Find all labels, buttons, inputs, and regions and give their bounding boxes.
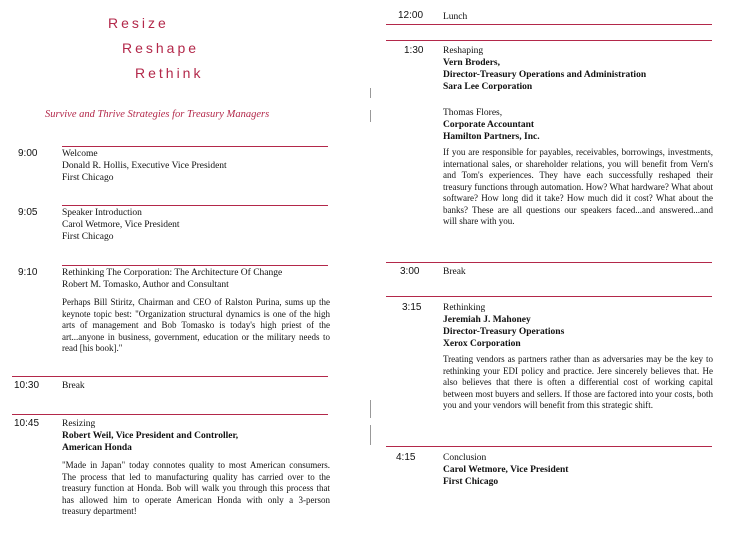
speaker-line: Carol Wetmore, Vice President [62,220,180,230]
agenda-time: 12:00 [398,10,424,21]
title-line-3: Rethink [135,65,204,81]
divider [386,40,712,41]
speaker-line: Thomas Flores, [443,108,503,118]
session-description: Perhaps Bill Stiritz, Chairman and CEO of Ralston Purina, sums up the keynote topic best: "Organization structural dynamics is one of the high arts of management and Bob Tomasko is today's high priest of the art...anyone in business, government, education or the military needs to read [his book]." [62,297,330,353]
speaker-line: First Chicago [62,173,114,183]
speaker-line: Robert M. Tomasko, Author and Consultant [62,280,229,290]
session-title: Reshaping [443,46,484,56]
divider [386,262,712,263]
session-description: Treating vendors as partners rather than as adversaries may be the key to rethinking your EDI policy and practice. Jere sincerely believes that. He also believes that there is often a differential cost of working capital between most buyers and sellers. If those are factored into your costs, both you and your vendors will benefit from this strategic shift. [443,354,713,410]
session-title: Speaker Introduction [62,208,142,218]
agenda-text [62,207,180,243]
speaker-line: Director-Treasury Operations and Administration [443,70,647,80]
divider [12,414,328,415]
divider [12,376,328,377]
title-line-2: Reshape [122,40,200,56]
agenda-time: 9:05 [18,207,38,218]
speaker-line: Jeremiah J. Mahoney [443,315,531,325]
agenda-text [443,45,646,93]
agenda-time: 3:15 [402,302,422,313]
agenda-text [62,380,85,392]
session-title: Welcome [62,149,98,159]
divider [62,146,328,147]
session-description: "Made in Japan" today connotes quality to most American consumers. The process that led to manufacturing quality has carried over to the treasury function at Honda. Bob will walk you through this process that has allowed him to operate American Honda with only a 3-person treasury department! [62,460,330,516]
session-description: If you are responsible for payables, receivables, borrowings, investments, international sales, or shareholder relations, you will benefit from Vern's and Tom's experiences. They have each successfully reshaped their treasury functions through automation. How? What hardware? What about software? How long did it take? How much did it cost? What about the banks? These are all questions our speakers faced...and answered...and will share with you. [443,147,713,226]
agenda-time: 9:10 [18,267,38,278]
session-title: Rethinking [443,303,486,313]
agenda-text [443,452,568,488]
session-title: Break [62,381,85,391]
agenda-time: 1:30 [404,45,424,56]
agenda-time: 10:30 [14,380,40,391]
speaker-line: American Honda [62,443,132,453]
speaker-line: Sara Lee Corporation [443,82,533,92]
divider [386,24,712,25]
subtitle: Survive and Thrive Strategies for Treasury Managers [45,109,270,120]
speaker-line: Xerox Corporation [443,339,521,349]
speaker-line: First Chicago [62,232,114,242]
agenda-text [443,302,564,350]
agenda-text [443,266,466,278]
title-line-1: Resize [108,15,169,31]
session-title: Rethinking The Corporation: The Architecture Of Change [62,268,283,278]
speaker-line: Robert Weil, Vice President and Controller, [62,431,239,441]
agenda-text [62,267,282,291]
divider [386,296,712,297]
agenda-text [62,148,227,184]
agenda-time: 9:00 [18,148,38,159]
agenda-text-second-speaker [443,107,540,143]
speaker-line: Corporate Accountant [443,120,535,130]
session-title: Lunch [443,12,468,22]
agenda-time: 10:45 [14,418,40,429]
divider [62,265,328,266]
right-page [368,0,735,533]
speaker-line: Hamilton Partners, Inc. [443,132,540,142]
session-title: Conclusion [443,453,487,463]
agenda-time: 3:00 [400,266,420,277]
speaker-line: Donald R. Hollis, Executive Vice President [62,161,227,171]
agenda-text [62,418,238,454]
divider [386,446,712,447]
speaker-line: Director-Treasury Operations [443,327,565,337]
session-title: Break [443,267,466,277]
divider [62,205,328,206]
session-title: Resizing [62,419,96,429]
agenda-text [443,11,467,23]
speaker-line: First Chicago [443,477,499,487]
speaker-line: Carol Wetmore, Vice President [443,465,569,475]
speaker-line: Vern Broders, [443,58,500,68]
agenda-time: 4:15 [396,452,416,463]
